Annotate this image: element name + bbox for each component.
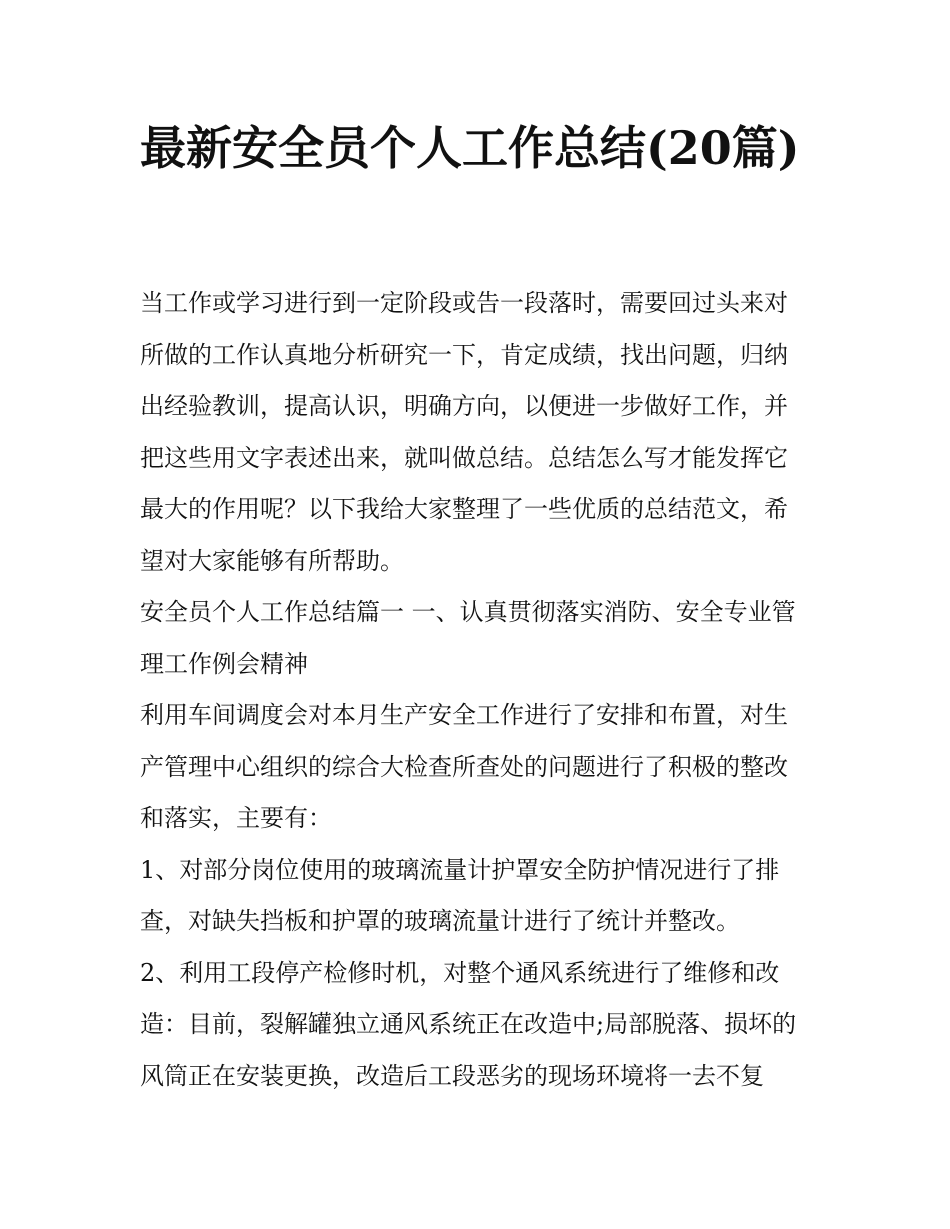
body-paragraph: 利用车间调度会对本月生产安全工作进行了安排和布置，对生产管理中心组织的综合大检查所查处的问题进行了积极的整改和落实，主要有： xyxy=(140,701,788,832)
intro-paragraph: 当工作或学习进行到一定阶段或告一段落时，需要回过头来对所做的工作认真地分析研究一下，肯定成绩，找出问题，归纳出经验教训，提高认识，明确方向，以便进一步做好工作，并把这些用文字表述出来，就叫做总结。总结怎么写才能发挥它最大的作用呢？以下我给大家整理了一些优质的总结范文，希望对大家能够有所帮助。 xyxy=(140,289,788,575)
document-title: 最新安全员个人工作总结(20篇) xyxy=(140,121,800,175)
list-item-1: 1、对部分岗位使用的玻璃流量计护罩安全防护情况进行了排查，对缺失挡板和护罩的玻璃流量计进行了统计并整改。 xyxy=(140,855,780,935)
document-body xyxy=(140,278,810,1102)
section-heading: 安全员个人工作总结篇一 一、认真贯彻落实消防、安全专业管理工作例会精神 xyxy=(140,598,796,678)
list-item-2: 2、利用工段停产检修时机，对整个通风系统进行了维修和改造：目前，裂解罐独立通风系统正在改造中;局部脱落、损坏的风筒正在安装更换，改造后工段恶劣的现场环境将一去不复 xyxy=(140,958,797,1090)
